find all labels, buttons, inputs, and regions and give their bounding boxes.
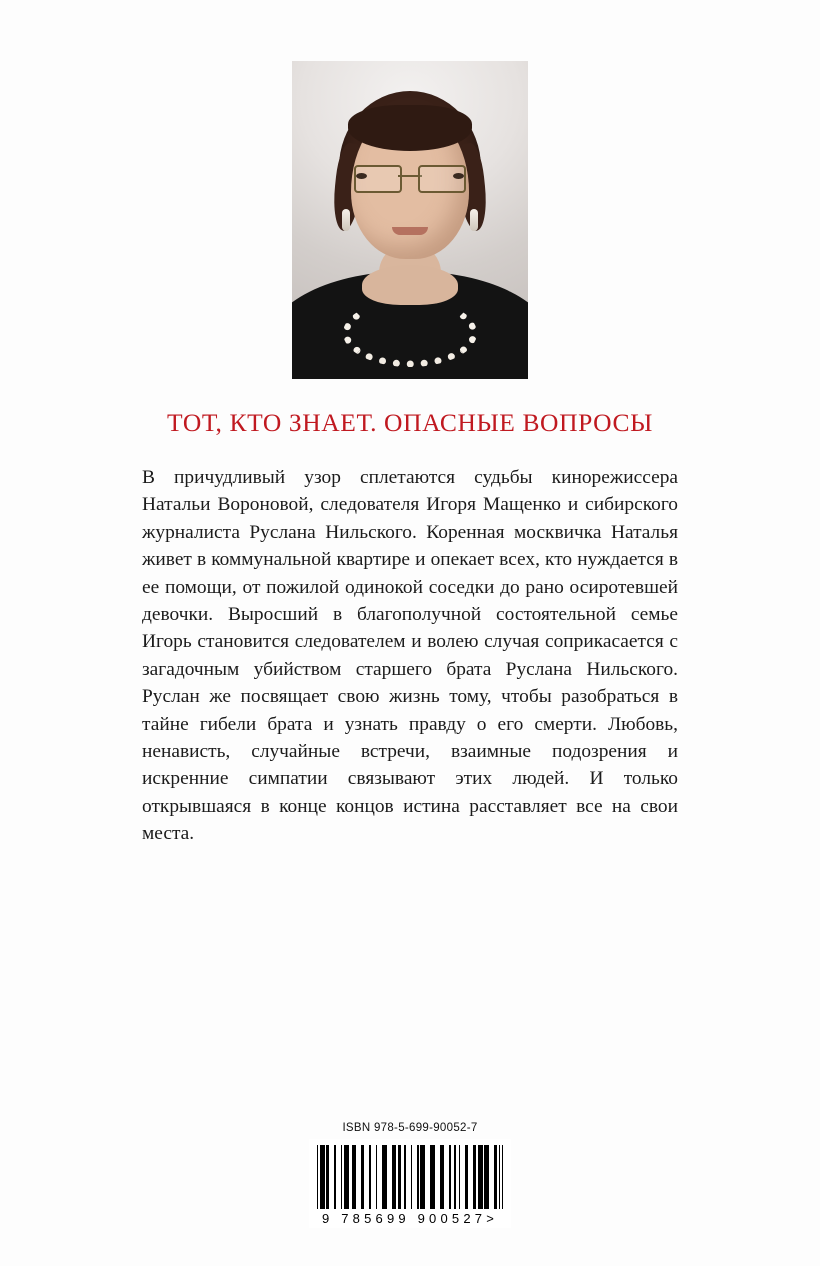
- barcode-digits-value: 9 785699 900527: [321, 1211, 487, 1226]
- glasses-right-lens: [418, 165, 466, 193]
- author-photo: [292, 61, 528, 379]
- back-cover-blurb: В причудливый узор сплетаются судьбы кинорежиссера Натальи Вороновой, следователя Игоря Мащенко и сибирского журналиста Руслана Нильского. Коренная москвичка Наталья живет в коммунальной квартире и опекает всех, кто нуждается в ее помощи, от пожилой одинокой соседки до рано осиротевшей девочки. Выросший в благополучной состоятельной семье Игорь становится следователем и волею случая соприкасается с загадочным убийством старшего брата Руслана Нильского. Руслан же посвящает свою жизнь тому, чтобы разобраться в тайне гибели брата и узнать правду о его смерти. Любовь, ненависть, случайные встречи, взаимные подозрения и искренние симпатии связывают этих людей. И только открывшаяся в конце концов истина расставляет все на свои места.: [142, 467, 678, 845]
- barcode-bars: [317, 1145, 504, 1209]
- glasses-left-lens: [354, 165, 402, 193]
- fringe-shape: [348, 105, 472, 151]
- pearl-necklace: [343, 299, 477, 367]
- left-earring: [342, 209, 350, 231]
- barcode-image: [309, 1139, 512, 1228]
- glasses-icon: [354, 165, 466, 191]
- mouth-shape: [392, 227, 428, 235]
- isbn-label: ISBN 978-5-699-90052-7: [342, 1122, 478, 1134]
- author-photo-image: [292, 61, 528, 379]
- right-eye: [453, 173, 464, 179]
- right-earring: [470, 209, 478, 231]
- barcode-digits: [317, 1211, 504, 1226]
- left-eye: [356, 173, 367, 179]
- book-title: ТОТ, КТО ЗНАЕТ. ОПАСНЫЕ ВОПРОСЫ: [167, 408, 653, 437]
- barcode-terminator: >: [486, 1211, 498, 1226]
- isbn-block: [0, 1122, 820, 1228]
